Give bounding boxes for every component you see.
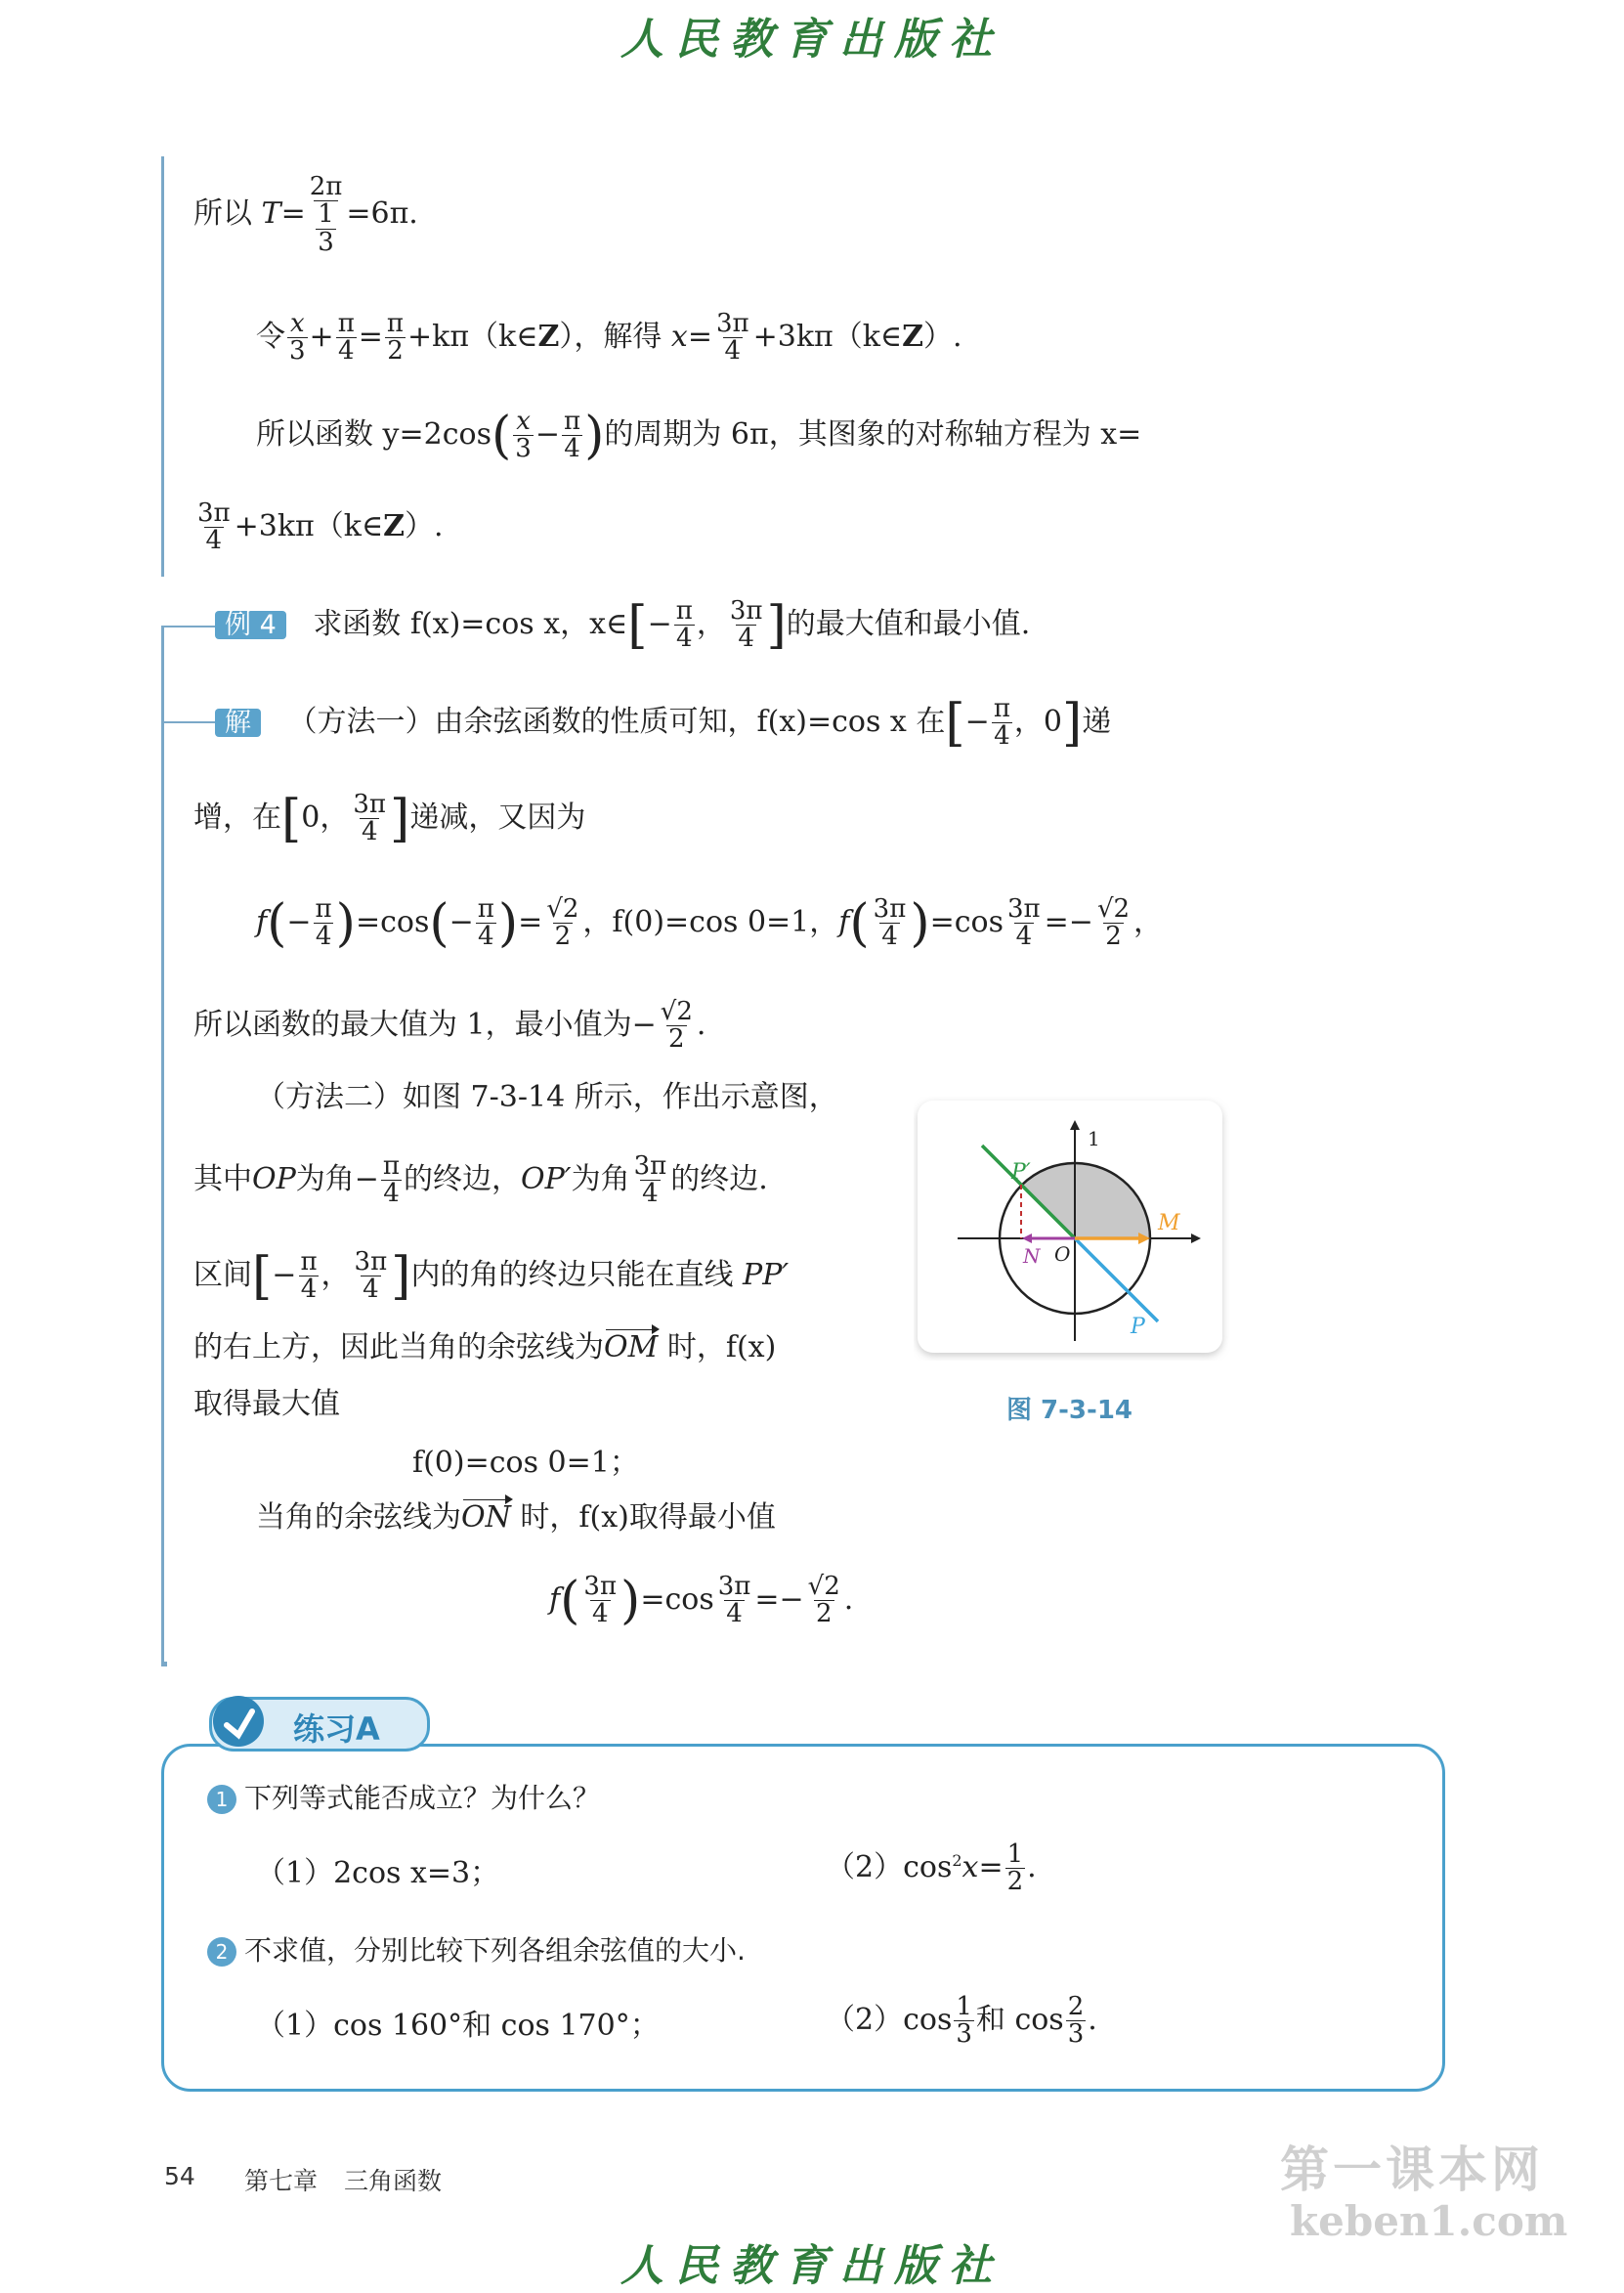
sol1-line1: 所以 T= $\frac{2\pi}{\frac{1}{3}}$ =6π. — [193, 172, 418, 257]
bar-end — [161, 1662, 167, 1666]
solution-tag: 解 — [215, 709, 261, 737]
sol-line8: 的右上方，因此当角的余弦线为OM 时，f(x) — [193, 1330, 777, 1364]
pencil-icon — [209, 1692, 268, 1751]
label-P: P — [1131, 1315, 1145, 1339]
figure-caption: 图 7-3-14 — [1006, 1396, 1133, 1425]
chapter-label: 第七章 — [244, 2167, 319, 2195]
practice-q1: 1 下列等式能否成立？为什么？ — [207, 1785, 600, 1814]
example-4: 例 4 求函数 f(x)=cos x，x∈[− $\frac{\pi}{4}$ ， $\frac{3\pi}{4}$ ]的最大值和最小值. — [215, 598, 1030, 653]
sol-connector — [161, 721, 215, 723]
label-P-prime: P′ — [1011, 1160, 1031, 1185]
watermark-cn: 第一课本网 — [1280, 2142, 1544, 2198]
sol-line5: （方法二）如图 7-3-14 所示，作出示意图， — [256, 1080, 838, 1114]
sol-line7: 区间[− $\frac{\pi}{4}$ ， $\frac{3\pi}{4}$ ]内的角的终边只能在直线 PP′ — [193, 1246, 790, 1306]
example-tag: 例 4 — [215, 611, 286, 639]
publisher-header: 人民教育出版社 — [620, 15, 1004, 65]
practice-q2b: （2）cos $\frac{1}{3}$ 和 cos $\frac{2}{3}$ . — [826, 1992, 1097, 2050]
publisher-footer: 人民教育出版社 — [620, 2241, 1004, 2291]
sol-line2: 增，在[0， $\frac{3\pi}{4}$ ]递减，又因为 — [193, 789, 586, 848]
practice-title: 练习A — [293, 1710, 380, 1748]
sol-line11: 当角的余弦线为ON 时，f(x)取得最小值 — [256, 1500, 776, 1535]
label-M: M — [1158, 1211, 1180, 1235]
sol1-line2: 令 $\frac{x}{3}$ + $\frac{\pi}{4}$ = $\frac{\pi}{2}$ +kπ（k∈Z），解得 x= $\frac{3\pi}{4}$ +3kπ（k∈Z）. — [256, 309, 962, 367]
practice-q2a: （1）cos 160°和 cos 170°； — [256, 2009, 660, 2043]
sol-line9: 取得最大值 — [193, 1387, 340, 1421]
watermark-url: keben1.com — [1290, 2197, 1568, 2245]
sol1-line3: 所以函数 y=2cos( $\frac{x}{3}$ − $\frac{\pi}{4}$ )的周期为 6π，其图象的对称轴方程为 x= — [256, 406, 1142, 465]
label-O: O — [1054, 1242, 1071, 1266]
practice-q2: 2 不求值，分别比较下列各组余弦值的大小. — [207, 1937, 746, 1967]
unit-circle-figure — [914, 1097, 1230, 1361]
sol-line10: f(0)=cos 0=1； — [412, 1446, 639, 1480]
sol-line1: 解 （方法一）由余弦函数的性质可知，f(x)=cos x 在[− $\frac{\pi}{4}$ ，0]递 — [215, 696, 1111, 751]
left-margin-bar — [161, 156, 164, 577]
sol-line6: 其中OP为角− $\frac{\pi}{4}$ 的终边，OP′为角 $\frac{3\pi}{4}$ 的终边. — [193, 1151, 768, 1209]
sol-line12: f( $\frac{3\pi}{4}$ )=cos $\frac{3\pi}{4}$ =− $\frac{√2}{2}$ . — [549, 1571, 854, 1630]
sol1-line4: $\frac{3\pi}{4}$ +3kπ（k∈Z）. — [197, 498, 444, 556]
sol-line4: 所以函数的最大值为 1，最小值为− $\frac{√2}{2}$ . — [193, 997, 706, 1055]
label-one: 1 — [1088, 1127, 1100, 1150]
page-number: 54 — [164, 2162, 195, 2190]
label-N: N — [1023, 1244, 1041, 1268]
chapter-title: 三角函数 — [344, 2167, 443, 2195]
left-margin-bar-2 — [161, 626, 164, 1666]
sol-line3: f(− $\frac{\pi}{4}$ )=cos(− $\frac{\pi}{4}$ )= $\frac{√2}{2}$ ，f(0)=cos 0=1，f( $\frac{3\pi}{4}$ )=cos $\frac{3\pi}{4}$ =− $\frac{√2}{2}$ ， — [256, 893, 1164, 953]
practice-q1a: （1）2cos x=3； — [256, 1856, 500, 1890]
ex4-connector — [161, 626, 215, 627]
q1-number: 1 — [207, 1785, 236, 1814]
practice-q1b: $(2)\cos^2x=$ $\frac{1}{2}$ . — [826, 1839, 1037, 1897]
q2-number: 2 — [207, 1937, 236, 1967]
